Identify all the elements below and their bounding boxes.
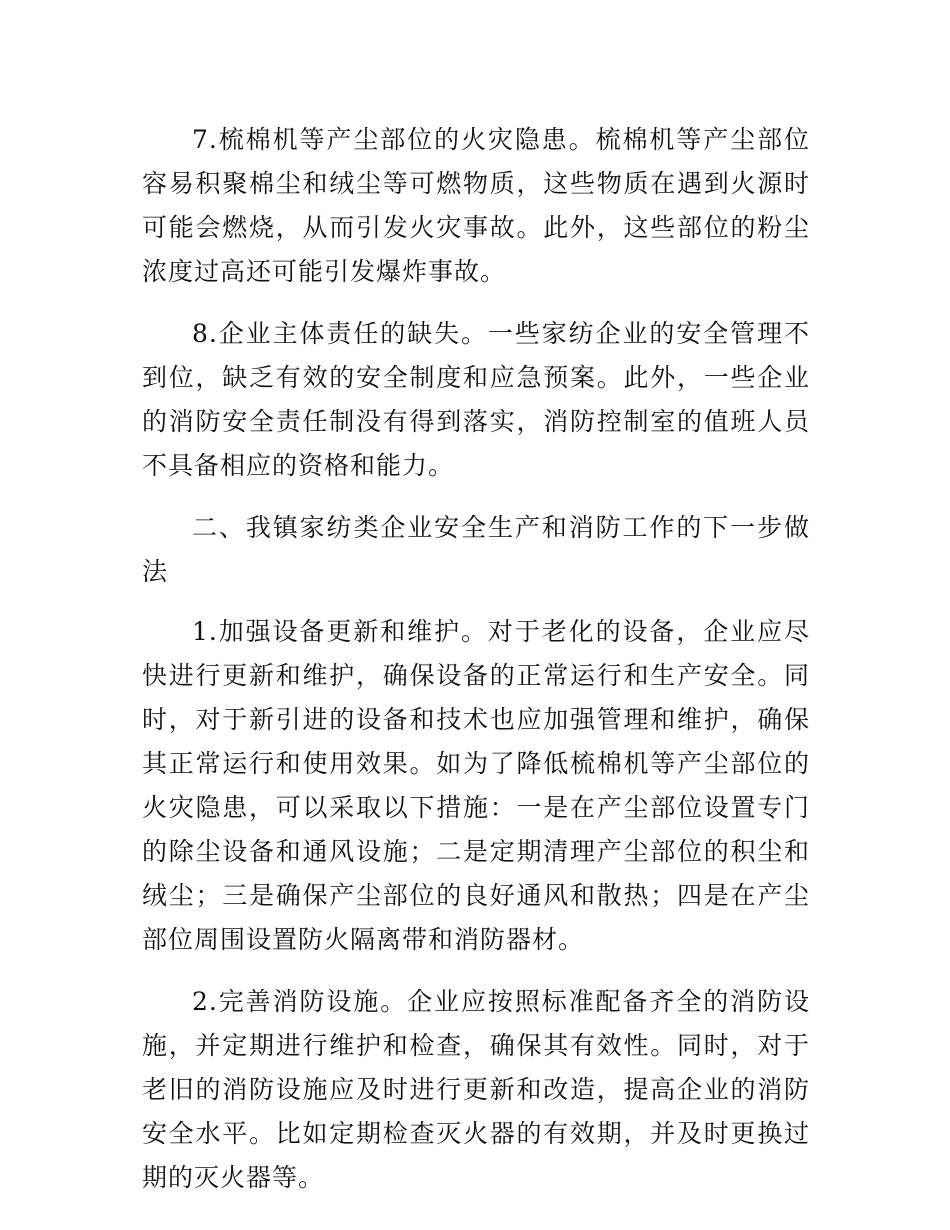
document-body [142,118,810,1218]
paragraph-item-8: 8.企业主体责任的缺失。一些家纺企业的安全管理不到位，缺乏有效的安全制度和应急预案。此外，一些企业的消防安全责任制没有得到落实，消防控制室的值班人员不具备相应的资格和能力。 [142,319,810,480]
paragraph-item-2: 2.完善消防设施。企业应按照标准配备齐全的消防设施，并定期进行维护和检查，确保其有效性。同时，对于老旧的消防设施应及时进行更新和改造，提高企业的消防安全水平。比如定期检查灭火器的有效期，并及时更换过期的灭火器等。 [142,987,810,1192]
paragraph-item-7: 7.梳棉机等产尘部位的火灾隐患。梳棉机等产尘部位容易积聚棉尘和绒尘等可燃物质，这些物质在遇到火源时可能会燃烧，从而引发火灾事故。此外，这些部位的粉尘浓度过高还可能引发爆炸事故。 [142,125,810,286]
section-heading: 二、我镇家纺类企业安全生产和消防工作的下一步做法 [142,513,810,586]
paragraph-item-1: 1.加强设备更新和维护。对于老化的设备，企业应尽快进行更新和维护，确保设备的正常运行和生产安全。同时，对于新引进的设备和技术也应加强管理和维护，确保其正常运行和使用效果。如为了降低梳棉机等产尘部位的火灾隐患，可以采取以下措施：一是在产尘部位设置专门的除尘设备和通风设施；二是定期清理产尘部位的积尘和绒尘；三是确保产尘部位的良好通风和散热；四是在产尘部位周围设置防火隔离带和消防器材。 [142,617,810,954]
